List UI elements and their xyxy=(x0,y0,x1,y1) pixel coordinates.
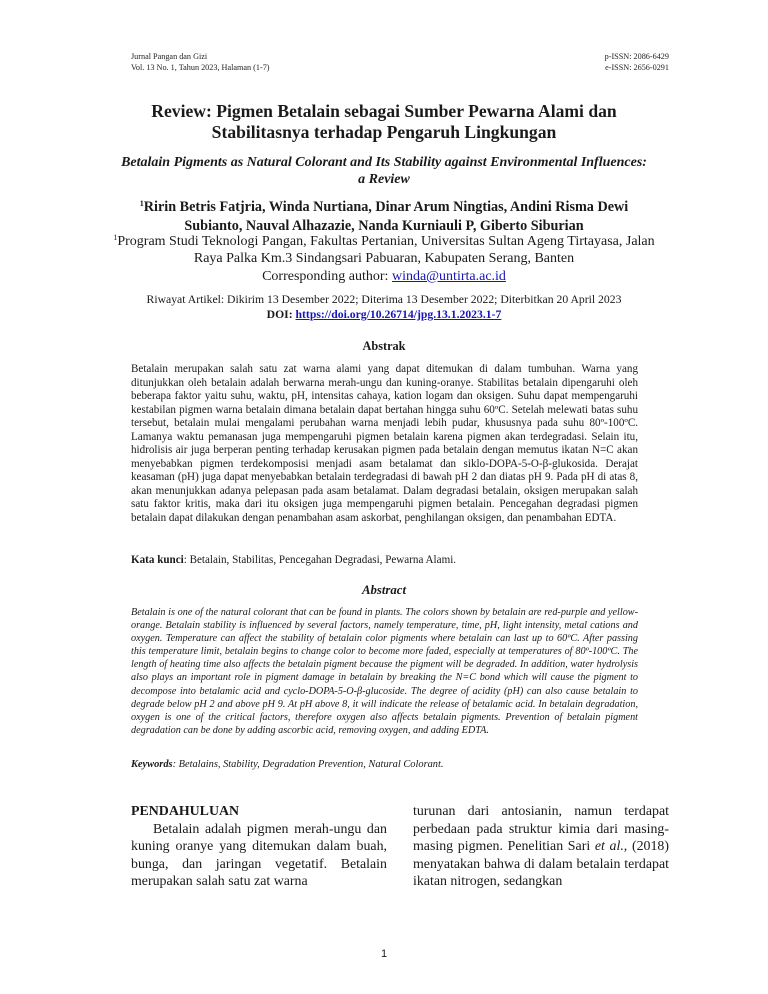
electronic-issn: e-ISSN: 2656-0291 xyxy=(605,62,669,72)
kata-kunci xyxy=(131,554,456,566)
running-header-right xyxy=(605,52,669,73)
intro-right-et-al: et al., xyxy=(594,839,628,855)
affiliation-address: Program Studi Teknologi Pangan, Fakultas Pertanian, Universitas Sultan Ageng Tirtayasa, Jalan Raya Palka Km.3 Sindangsari Pabuaran, Kabupaten Serang, Banten xyxy=(117,234,655,267)
affiliation-block xyxy=(110,233,658,285)
running-header-left xyxy=(131,52,270,73)
intro-paragraph-left: Betalain adalah pigmen merah-ungu dan kuning oranye yang ditemukan dalam buah, bunga, dan jaringan vegetatif. Betalain merupakan salah satu zat warna xyxy=(131,821,387,890)
corresponding-email-link[interactable]: winda@untirta.ac.id xyxy=(391,268,506,284)
abstrak-heading: Abstrak xyxy=(362,339,406,353)
keywords-values: : Betalains, Stability, Degradation Prevention, Natural Colorant. xyxy=(172,759,444,770)
intro-right-column xyxy=(413,803,669,891)
author-affiliation-marker: 1 xyxy=(139,199,144,208)
volume-info: Vol. 13 No. 1, Tahun 2023, Halaman (1-7) xyxy=(131,62,270,72)
intro-right-text-1: turunan dari antosianin, namun terdapat perbedaan pada struktur kimia dari masing-masing pigmen. Penelitian Sari xyxy=(413,804,669,855)
kata-kunci-values: : Betalain, Stabilitas, Pencegahan Degradasi, Pewarna Alami. xyxy=(183,554,457,566)
keywords-label: Keywords xyxy=(131,759,173,770)
history-dates: Riwayat Artikel: Dikirim 13 Desember 2022; Diterima 13 Desember 2022; Diterbitkan 20 April 2023 xyxy=(146,293,622,306)
intro-right-text-2: (2018) menyatakan bahwa di dalam betalain terdapat ikatan nitrogen, sedangkan xyxy=(413,839,669,890)
doi-link[interactable]: https://doi.org/10.26714/jpg.13.1.2023.1-7 xyxy=(295,307,502,321)
keywords xyxy=(131,759,444,770)
english-title: Betalain Pigments as Natural Colorant and Its Stability against Environmental Influences: a Review xyxy=(121,155,647,187)
affiliation-text xyxy=(110,233,658,268)
author-list xyxy=(120,198,648,235)
abstract-body: Betalain is one of the natural colorant that can be found in plants. The colors shown by betalain are red-purple and yellow-orange. Betalain stability is influenced by several factors, namely temperature, time, pH, light intensity, metal cations and oxygen. Temperature can affect the stability of betalain color pigments where betalain can last up to 60ºC. After passing this temperature limit, betalain begins to change color to become more faded, especially at temperatures of 80º-100ºC. The length of heating time also affects the betalain pigment because the pigment will be degraded. In addition, water hydrolysis also plays an important role in pigment damage in betalain by breaking the N=C bond which will cause the pigment to decompose into betalamic acid and cyclo-DOPA-5-O-β-glucoside. The degree of acidity (pH) can also cause betalain to degrade below pH 2 and above pH 9. At pH above 8, it will indicate the release of betalamic acid. In betalain degradation, oxygen is one of the critical factors, therefore oxygen also affects betalain pigments. Prevention of betalain pigment degradation can be done by adding ascorbic acid, removing oxygen, and adding EDTA. xyxy=(131,607,638,736)
print-issn: p-ISSN: 2086-6429 xyxy=(604,52,669,61)
kata-kunci-label: Kata kunci xyxy=(131,554,184,566)
article-title: Review: Pigmen Betalain sebagai Sumber Pewarna Alami dan Stabilitasnya terhadap Pengaruh Lingkungan xyxy=(151,101,617,142)
page-number: 1 xyxy=(380,948,388,960)
author-names: Ririn Betris Fatjria, Winda Nurtiana, Dinar Arum Ningtias, Andini Risma Dewi Subianto, Nauval Alhazazie, Nanda Kurniauli P, Giberto Siburian xyxy=(143,199,629,234)
corresponding-label: Corresponding author: xyxy=(262,268,389,284)
affiliation-marker: 1 xyxy=(113,233,118,242)
article-history xyxy=(120,293,648,322)
doi-line xyxy=(120,308,648,323)
corresponding-author xyxy=(110,268,658,285)
intro-heading: PENDAHULUAN xyxy=(131,804,240,819)
doi-label: DOI: xyxy=(266,307,293,321)
abstrak-body: Betalain merupakan salah satu zat warna alami yang dapat ditemukan di dalam tumbuhan. Warna yang ditunjukkan oleh betalain adalah berwarna merah-ungu dan kuning-oranye. Stabilitas betalain dipengaruhi oleh beberapa faktor yaitu suhu, waktu, pH, intensitas cahaya, kation logam dan oksigen. Suhu dapat mempengaruhi kestabilan pigmen warna betalain dimana betalain dapat bertahan hingga suhu 60ºC. Setelah melewati batas suhu tersebut, betalain mulai mengalami perubahan warna menjadi lebih pudar, khususnya pada suhu 80º-100ºC. Lamanya waktu pemanasan juga mempengaruhi pigmen betalain karena pigmen akan terdegradasi. Selain itu, hidrolisis air juga berperan penting terhadap kerusakan pigmen pada betalain dengan memutus ikatan N=C akan menyebabkan pigmen terdekomposisi menjadi asam betalamat dan siklo-DOPA-5-O-β-glukosida. Derajat keasaman (pH) juga dapat menyebabkan betalain terdegradasi di bawah pH 2 dan diatas pH 9. Pada pH di atas 8, akan menunjukkan adanya pelepasan pada asam betalamat. Dalam degradasi betalain, oksigen merupakan salah satu faktor kritis, maka dari itu oksigen juga mempengaruhi pigmen betalain. Pencegahan degradasi pigmen betalain dapat dilakukan dengan penambahan asam askorbat, penghilangan oksigen, dan penambahan EDTA. xyxy=(131,363,638,525)
journal-name: Jurnal Pangan dan Gizi xyxy=(131,52,208,61)
abstract-heading: Abstract xyxy=(361,583,407,597)
intro-left-column xyxy=(131,803,387,891)
